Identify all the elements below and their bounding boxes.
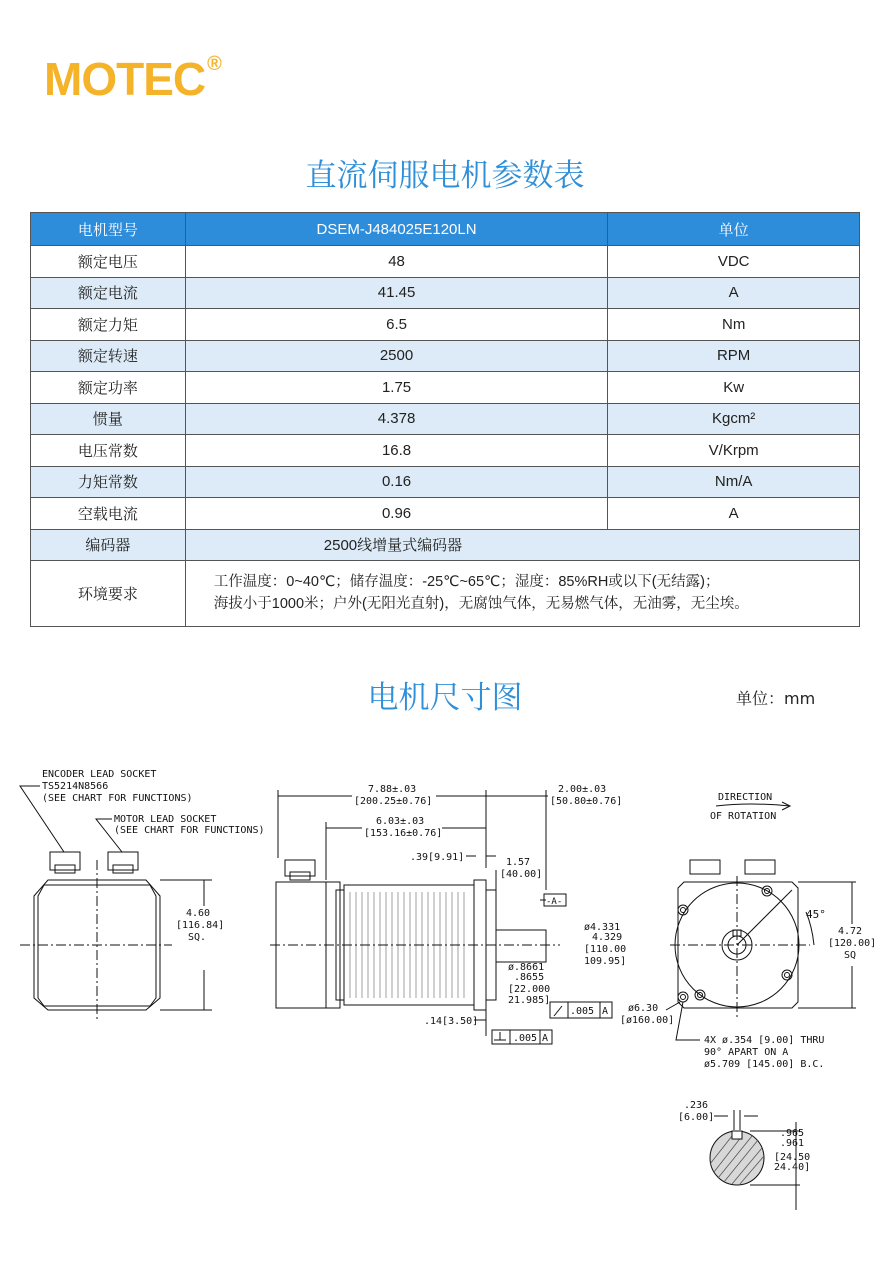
motor-back-view <box>20 769 265 1020</box>
key-height-1: .965 <box>780 1128 805 1139</box>
bolt-small-2: [ø160.00] <box>620 1015 675 1026</box>
param-value: 48 <box>185 246 608 278</box>
environment-line-2: 海拔小于1000米；户外(无阳光直射)，无腐蚀气体，无易燃气体，无油雾，无尘埃。 <box>213 596 749 613</box>
drawing-unit-label: 单位：mm <box>736 689 816 708</box>
len-total-1: 7.88±.03 <box>368 784 417 795</box>
header-cell: 单位 <box>608 213 860 246</box>
param-value: 0.16 <box>185 466 608 498</box>
height-right-2: [120.00] <box>828 938 877 949</box>
param-value: 2500 <box>185 340 608 372</box>
param-unit: V/Krpm <box>608 435 860 467</box>
environment-value <box>185 561 859 627</box>
param-value: 4.378 <box>185 403 608 435</box>
environment-line-1: 工作温度：0~40℃；储存温度：-25℃~65℃；湿度：85%RH或以下(无结露)； <box>213 574 720 590</box>
height-right-1: 4.72 <box>838 926 863 937</box>
direction-1: DIRECTION <box>718 792 773 803</box>
motec-logo: MOTEC ® <box>44 53 221 105</box>
angle-label: 45° <box>806 908 826 921</box>
pilot-dia-2: 4.329 <box>592 932 623 943</box>
param-name: 额定电压 <box>31 246 186 278</box>
param-unit: VDC <box>608 246 860 278</box>
motor-side-view <box>270 784 626 1044</box>
shaft-dia-2: .8655 <box>514 972 545 983</box>
motor-front-view <box>620 792 876 1070</box>
dimension-drawing <box>0 740 890 1220</box>
param-unit: Nm <box>608 309 860 341</box>
param-unit: A <box>608 498 860 530</box>
direction-2: OF ROTATION <box>710 811 777 822</box>
param-name: 力矩常数 <box>31 466 186 498</box>
bolt-small-1: ø6.30 <box>628 1003 659 1014</box>
param-name: 惯量 <box>31 403 186 435</box>
header-cell: 电机型号 <box>31 213 186 246</box>
table-row <box>31 277 860 309</box>
table-header-row <box>31 213 860 246</box>
len-body-1: 6.03±.03 <box>376 816 425 827</box>
param-value: 6.5 <box>185 309 608 341</box>
motor-socket-label-2: (SEE CHART FOR FUNCTIONS) <box>114 825 265 836</box>
key-width-2: [6.00] <box>678 1112 715 1123</box>
param-name: 环境要求 <box>31 561 186 627</box>
datum-a: -A- <box>546 897 563 907</box>
shaft-dia-3: [22.000 <box>508 984 551 995</box>
holes-1: 4X ø.354 [9.00] THRU <box>704 1035 825 1046</box>
key-height-2: .961 <box>780 1138 805 1149</box>
header-cell: DSEM-J484025E120LN <box>185 213 608 246</box>
param-unit: Kw <box>608 372 860 404</box>
param-unit: Nm/A <box>608 466 860 498</box>
param-unit: A <box>608 277 860 309</box>
runout-value: .005 <box>570 1006 595 1017</box>
shaft-len-2: [50.80±0.76] <box>550 796 623 807</box>
drawing-title: 电机尺寸图 <box>367 680 523 716</box>
table-row <box>31 466 860 498</box>
perp-value: .005 <box>513 1033 538 1044</box>
height-left-1: 4.60 <box>186 908 211 919</box>
shaft-dia-4: 21.985] <box>508 995 551 1006</box>
param-value: 41.45 <box>185 277 608 309</box>
table-row <box>31 309 860 341</box>
holes-2: 90° APART ON A <box>704 1047 789 1058</box>
param-name: 额定电流 <box>31 277 186 309</box>
table-row <box>31 340 860 372</box>
spec-table <box>30 212 860 627</box>
param-value: 16.8 <box>185 435 608 467</box>
environment-row <box>31 561 860 627</box>
height-left-3: SQ. <box>188 932 207 943</box>
height-left-2: [116.84] <box>176 920 225 931</box>
pilot-len-2: [40.00] <box>500 869 543 880</box>
motor-socket-label-1: MOTOR LEAD SOCKET <box>114 814 217 825</box>
runout-ref: A <box>602 1006 609 1017</box>
pilot-dia-4: 109.95] <box>584 956 627 967</box>
param-value: 1.75 <box>185 372 608 404</box>
encoder-label-2: TS5214N8566 <box>42 781 109 792</box>
shaft-dia-1: ø.8661 <box>508 962 545 973</box>
height-right-3: SQ <box>844 950 857 961</box>
param-unit: RPM <box>608 340 860 372</box>
perp-ref: A <box>542 1033 549 1044</box>
holes-3: ø5.709 [145.00] B.C. <box>704 1059 825 1070</box>
param-unit: Kgcm² <box>608 403 860 435</box>
encoder-label-1: ENCODER LEAD SOCKET <box>42 769 157 780</box>
len-total-2: [200.25±0.76] <box>354 796 433 807</box>
table-row <box>31 435 860 467</box>
pilot-dia-1: ø4.331 <box>584 922 621 933</box>
shaft-section <box>678 1100 810 1210</box>
table-row <box>31 403 860 435</box>
encoder-row <box>31 529 860 561</box>
param-name: 额定转速 <box>31 340 186 372</box>
key-width-1: .236 <box>684 1100 709 1111</box>
table-row <box>31 498 860 530</box>
flange-thickness: .14[3.50] <box>424 1016 479 1027</box>
key-height-4: 24.40] <box>774 1162 811 1173</box>
encoder-value: 2500线增量式编码器 <box>185 529 859 561</box>
spec-table-title: 直流伺服电机参数表 <box>305 158 585 194</box>
pilot-len-1: 1.57 <box>506 857 531 868</box>
encoder-label-3: (SEE CHART FOR FUNCTIONS) <box>42 793 193 804</box>
param-name: 电压常数 <box>31 435 186 467</box>
param-value: 0.96 <box>185 498 608 530</box>
param-name: 额定力矩 <box>31 309 186 341</box>
pilot-dia-3: [110.00 <box>584 944 627 955</box>
shaft-len-1: 2.00±.03 <box>558 784 607 795</box>
table-row <box>31 372 860 404</box>
param-name: 编码器 <box>31 529 186 561</box>
param-name: 空载电流 <box>31 498 186 530</box>
param-name: 额定功率 <box>31 372 186 404</box>
table-row <box>31 246 860 278</box>
len-body-2: [153.16±0.76] <box>364 828 443 839</box>
key-height-3: [24.50 <box>774 1152 811 1163</box>
flange-gap: .39[9.91] <box>410 852 465 863</box>
